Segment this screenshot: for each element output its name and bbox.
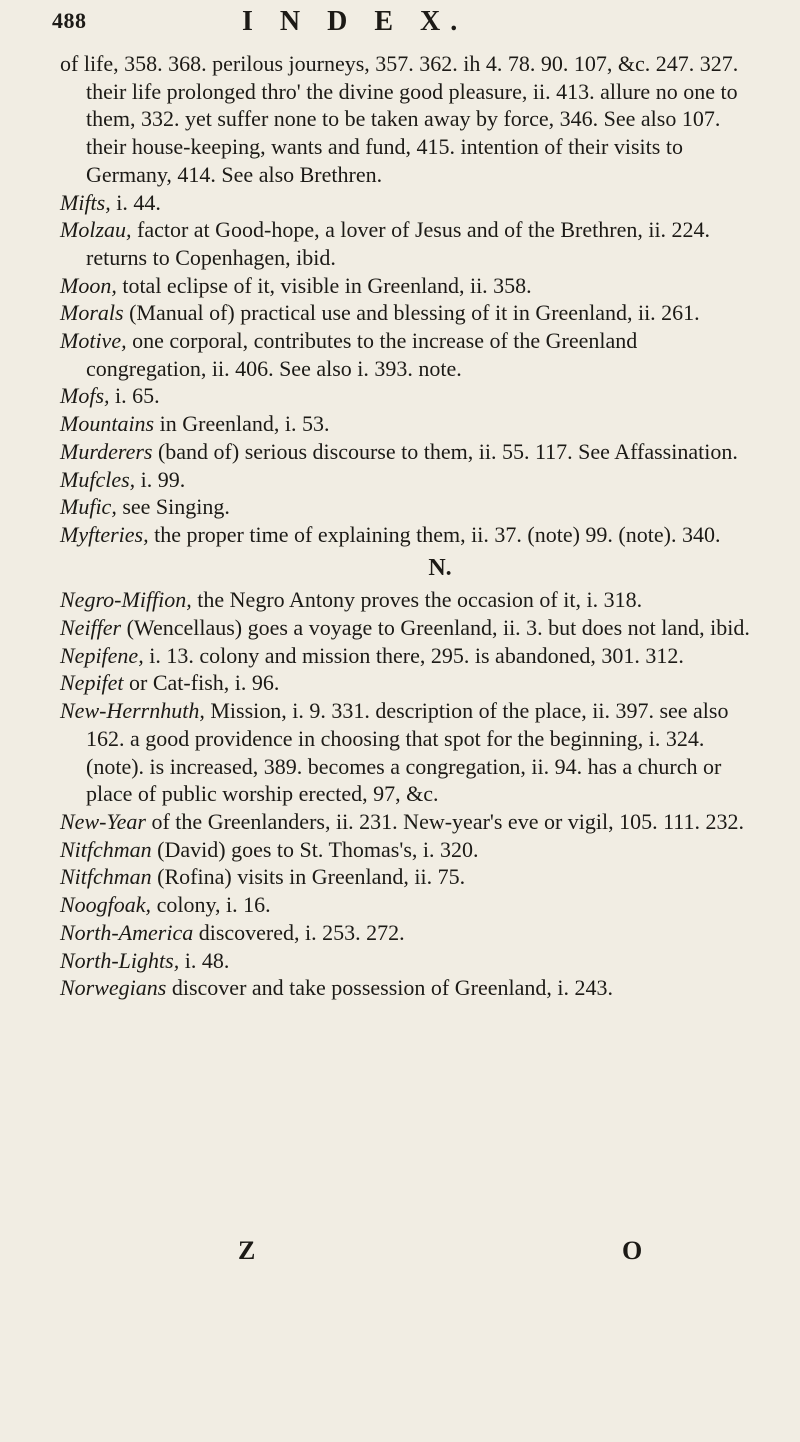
index-entry [60,189,760,217]
entry-text: i. 44. [116,189,161,215]
entry-text: factor at Good-hope, a lover of Jesus and of the Brethren, ii. 224. returns to Copenhagen, ibid. [86,217,711,270]
entry-text: i. 13. colony and mission there, 295. is abandoned, 301. 312. [149,642,684,668]
entry-heading: Neiffer [60,615,122,641]
signature-mark: Z [238,1236,256,1265]
entry-heading: Nitfchman [60,836,152,862]
entry-heading: Mountains [60,411,155,437]
index-entry [60,836,760,864]
index-body [60,50,760,1002]
entry-text: (Manual of) practical use and blessing of it in Greenland, ii. 261. [129,300,700,326]
index-entry [60,438,760,466]
entry-heading: Mofs, [60,383,110,409]
entry-text: of life, 358. 368. perilous journeys, 357. 362. ih 4. 78. 90. 107, &c. 247. 327. their life prolonged thro' the divine good pleasure, ii. 413. allure no one to them, 332. yet suffer none to be taken away by force, 346. See also 107. their house-keeping, wants and fund, 415. intention of their visits to Germany, 414. See also Brethren. [60,51,739,187]
page-number: 488 [52,8,87,33]
entry-text: the Negro Antony proves the occasion of it, i. 318. [197,587,643,613]
index-entry [60,272,760,300]
section-letter: N. [428,554,452,581]
index-entry [60,808,760,836]
entry-heading: Myfteries, [60,521,149,547]
entry-heading: Negro-Miffion, [60,587,192,613]
entries-m [60,50,760,549]
entry-text: (Rofina) visits in Greenland, ii. 75. [157,864,466,890]
entry-text: see Singing. [122,494,230,520]
running-head: I N D E X. [242,6,468,37]
entry-text: Mission, i. 9. 331. description of the place, ii. 397. see also 162. a good providence in choosing that spot for the beginning, i. 324. (note). is increased, 389. becomes a congregation, ii. 94. has a church or place of public worship erected, 97, &c. [86,698,729,807]
entry-text: i. 99. [140,466,186,492]
index-entry [60,521,760,549]
index-entry [60,919,760,947]
entry-heading: Motive, [60,328,127,354]
index-entry [60,466,760,494]
index-entry [60,974,760,1002]
index-entry [60,216,760,271]
index-entry [60,493,760,521]
index-entry [60,947,760,975]
index-entry [60,410,760,438]
entry-heading: Morals [60,300,124,326]
entry-heading: New-Herrnhuth, [60,698,205,724]
index-entry [60,614,760,642]
entry-heading: Nepifet [60,670,124,696]
entry-heading: Molzau, [60,217,132,243]
entry-text: of the Greenlanders, ii. 231. New-year's eve or vigil, 105. 111. 232. [151,808,744,834]
index-entry [60,669,760,697]
index-entry [60,586,760,614]
page-footer [0,1236,800,1276]
entry-text: i. 48. [184,947,230,973]
index-entry [60,50,760,189]
entry-text: (David) goes to St. Thomas's, i. 320. [157,836,479,862]
index-entry [60,863,760,891]
entry-heading: Nepifene, [60,642,144,668]
entry-heading: New-Year [60,808,146,834]
entry-text: discovered, i. 253. 272. [198,919,405,945]
index-entry [60,642,760,670]
catchword: O [622,1236,643,1265]
entry-text: colony, i. 16. [156,892,271,918]
entry-text: one corporal, contributes to the increase of the Greenland congregation, ii. 406. See also i. 393. note. [86,328,638,381]
entry-heading: Murderers [60,438,153,464]
index-entry [60,697,760,808]
entry-text: total eclipse of it, visible in Greenland, ii. 358. [122,272,532,298]
entry-text: i. 65. [115,383,160,409]
index-entry [60,382,760,410]
entry-text: in Greenland, i. 53. [159,411,330,437]
index-entry [60,327,760,382]
entries-n [60,586,760,1002]
entry-heading: Noogfoak, [60,892,152,918]
entry-heading: Moon, [60,272,117,298]
entry-text: or Cat-fish, i. 96. [129,670,280,696]
entry-heading: Mifts, [60,189,111,215]
entry-heading: Nitfchman [60,864,152,890]
entry-heading: Norwegians [60,975,167,1001]
entry-heading: Mufic, [60,494,117,520]
entry-text: the proper time of explaining them, ii. 37. (note) 99. (note). 340. [154,521,721,547]
entry-heading: Mufcles, [60,466,136,492]
index-entry [60,891,760,919]
entry-heading: North-Lights, [60,947,180,973]
entry-heading: North-America [60,919,194,945]
page-header [52,6,742,48]
index-entry [60,299,760,327]
entry-text: discover and take possession of Greenland, i. 243. [171,975,613,1001]
entry-text: (Wencellaus) goes a voyage to Greenland, ii. 3. but does not land, ibid. [126,615,750,641]
entry-text: (band of) serious discourse to them, ii. 55. 117. See Affassination. [157,438,738,464]
